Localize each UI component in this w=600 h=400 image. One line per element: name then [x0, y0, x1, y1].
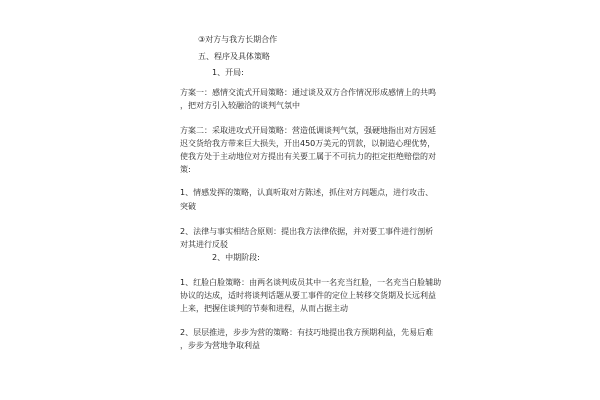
plan1-line-2: ，把对方引入较融洽的谈判气氛中: [180, 101, 300, 110]
plan2-line-4: 策:: [180, 165, 191, 174]
section-title: 五、程序及具体策略: [198, 52, 270, 61]
heading-item: ③对方与我方长期合作: [198, 35, 278, 44]
strategy3-line-3: 上来，把握住谈判的节奏和进程，从而占据主动: [180, 304, 348, 313]
plan2-line-3: 使我方处于主动地位对方提出有关要工属于不可抗力的拒定拒绝赔偿的对: [180, 152, 436, 161]
strategy4-line-1: 2、层层推进，步步为营的策略：有技巧地提出我方预期利益，先易后难: [180, 328, 434, 337]
strategy4-line-2: ，步步为营地争取利益: [180, 341, 260, 350]
phase2-heading: 2、中期阶段:: [212, 253, 260, 262]
strategy2-line-1: 2、法律与事实相结合原则：提出我方法律依据，并对要工事件进行剖析: [180, 227, 434, 236]
strategy2-line-2: 对其进行反驳: [180, 240, 228, 249]
strategy1-line-2: 突破: [180, 202, 196, 211]
plan1-line-1: 方案一：感情交流式开局策略：通过谈及双方合作情况形成感情上的共鸣: [180, 88, 436, 97]
plan2-line-2: 迟交货给我方带来巨大损失，开出450万美元的罚款，以制造心理优势，: [180, 139, 436, 148]
strategy3-line-1: 1、红脸白脸策略：由两名谈判成员其中一名充当红脸，一名充当白脸辅助: [180, 278, 442, 287]
strategy3-line-2: 协议的达成，适时将谈判话题从要工事件的定位上转移交货期及长远利益: [180, 291, 436, 300]
plan2-line-1: 方案二：采取进攻式开局策略：营造低调谈判气氛，强硬地指出对方因延: [180, 126, 436, 135]
strategy1-line-1: 1、情感发挥的策略，认真听取对方陈述，抓住对方问题点，进行攻击、: [180, 188, 434, 197]
phase1-heading: 1、开局:: [212, 68, 244, 77]
